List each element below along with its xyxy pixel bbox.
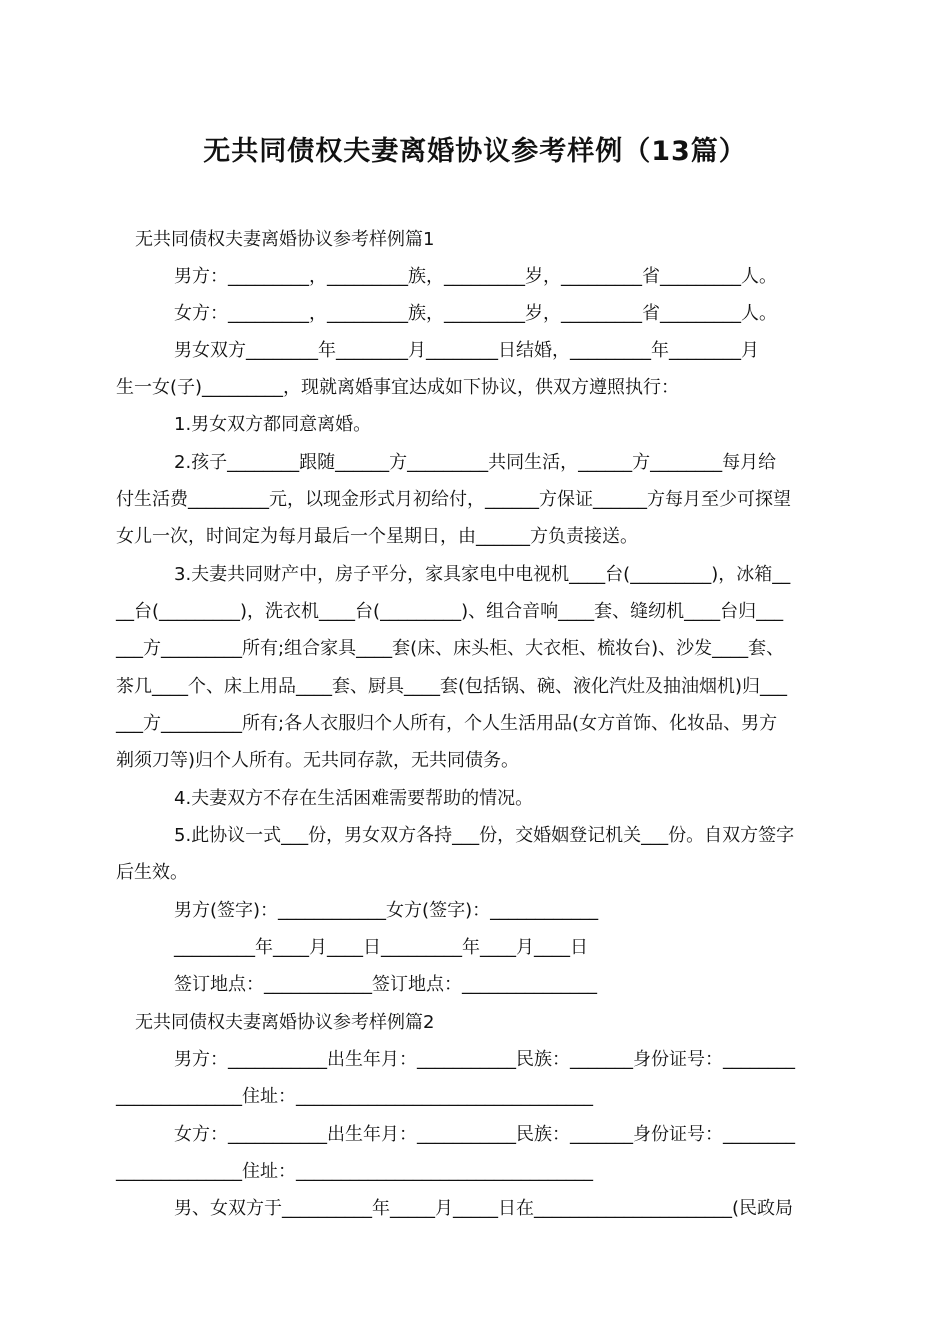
paragraph-line: 女儿一次，时间定为每月最后一个星期日，由______方负责接送。 (116, 526, 638, 547)
paragraph-line: 男方：___________出生年月：___________民族：_______身份证号：________ (174, 1049, 795, 1070)
paragraph-line: 4.夫妻双方不存在生活困难需要帮助的情况。 (174, 788, 534, 809)
paragraph-line: 男女双方________年________月________日结婚，_________年________月 (174, 340, 759, 361)
paragraph-line: ______________住址：_________________________________ (116, 1086, 593, 1107)
paragraph-line: 男方：_________，_________族，_________岁，_________省_________人。 (174, 266, 777, 287)
paragraph-line: __台(_________)，洗衣机____台(_________)、组合音响____套、缝纫机____台归___ (116, 601, 784, 622)
paragraph-line: 付生活费_________元，以现金形式月初给付，______方保证______方每月至少可探望 (116, 489, 791, 510)
paragraph-line: 1.男女双方都同意离婚。 (174, 414, 372, 435)
paragraph-line: 生一女(子)_________，现就离婚事宜达成如下协议，供双方遵照执行： (116, 377, 680, 398)
paragraph-line: ______________住址：_________________________________ (116, 1161, 593, 1182)
section-heading-2: 无共同债权夫妻离婚协议参考样例篇2 (135, 1012, 435, 1033)
paragraph-line: 剃须刀等)归个人所有。无共同存款，无共同债务。 (116, 750, 520, 771)
signing-place-line: 签订地点：____________签订地点：_______________ (174, 974, 597, 995)
paragraph-line: 茶几____个、床上用品____套、厨具____套(包括锅、碗、液化汽灶及抽油烟机)归___ (116, 676, 788, 697)
section-heading-1: 无共同债权夫妻离婚协议参考样例篇1 (135, 229, 435, 250)
paragraph-line: ___方_________所有;组合家具____套(床、床头柜、大衣柜、梳妆台)、沙发____套、 (116, 638, 785, 659)
date-line: _________年____月____日_________年____月____日 (174, 937, 588, 958)
signature-line: 男方(签字)：____________女方(签字)：____________ (174, 900, 599, 921)
paragraph-line: 男、女双方于__________年_____月_____日在______________________(民政局 (174, 1198, 794, 1219)
document-title: 无共同债权夫妻离婚协议参考样例（13篇） (203, 136, 747, 167)
paragraph-line: 女方：_________，_________族，_________岁，_________省_________人。 (174, 303, 777, 324)
paragraph-line: 女方：___________出生年月：___________民族：_______身份证号：________ (174, 1124, 795, 1145)
paragraph-line: 5.此协议一式___份，男女双方各持___份，交婚姻登记机关___份。自双方签字 (174, 825, 795, 846)
paragraph-line: ___方_________所有;各人衣服归个人所有，个人生活用品(女方首饰、化妆品、男方 (116, 713, 778, 734)
paragraph-line: 2.孩子________跟随______方_________共同生活，______方________每月给 (174, 452, 777, 473)
paragraph-line: 后生效。 (116, 862, 188, 883)
paragraph-line: 3.夫妻共同财产中，房子平分，家具家电中电视机____台(_________)，冰箱__ (174, 564, 791, 585)
